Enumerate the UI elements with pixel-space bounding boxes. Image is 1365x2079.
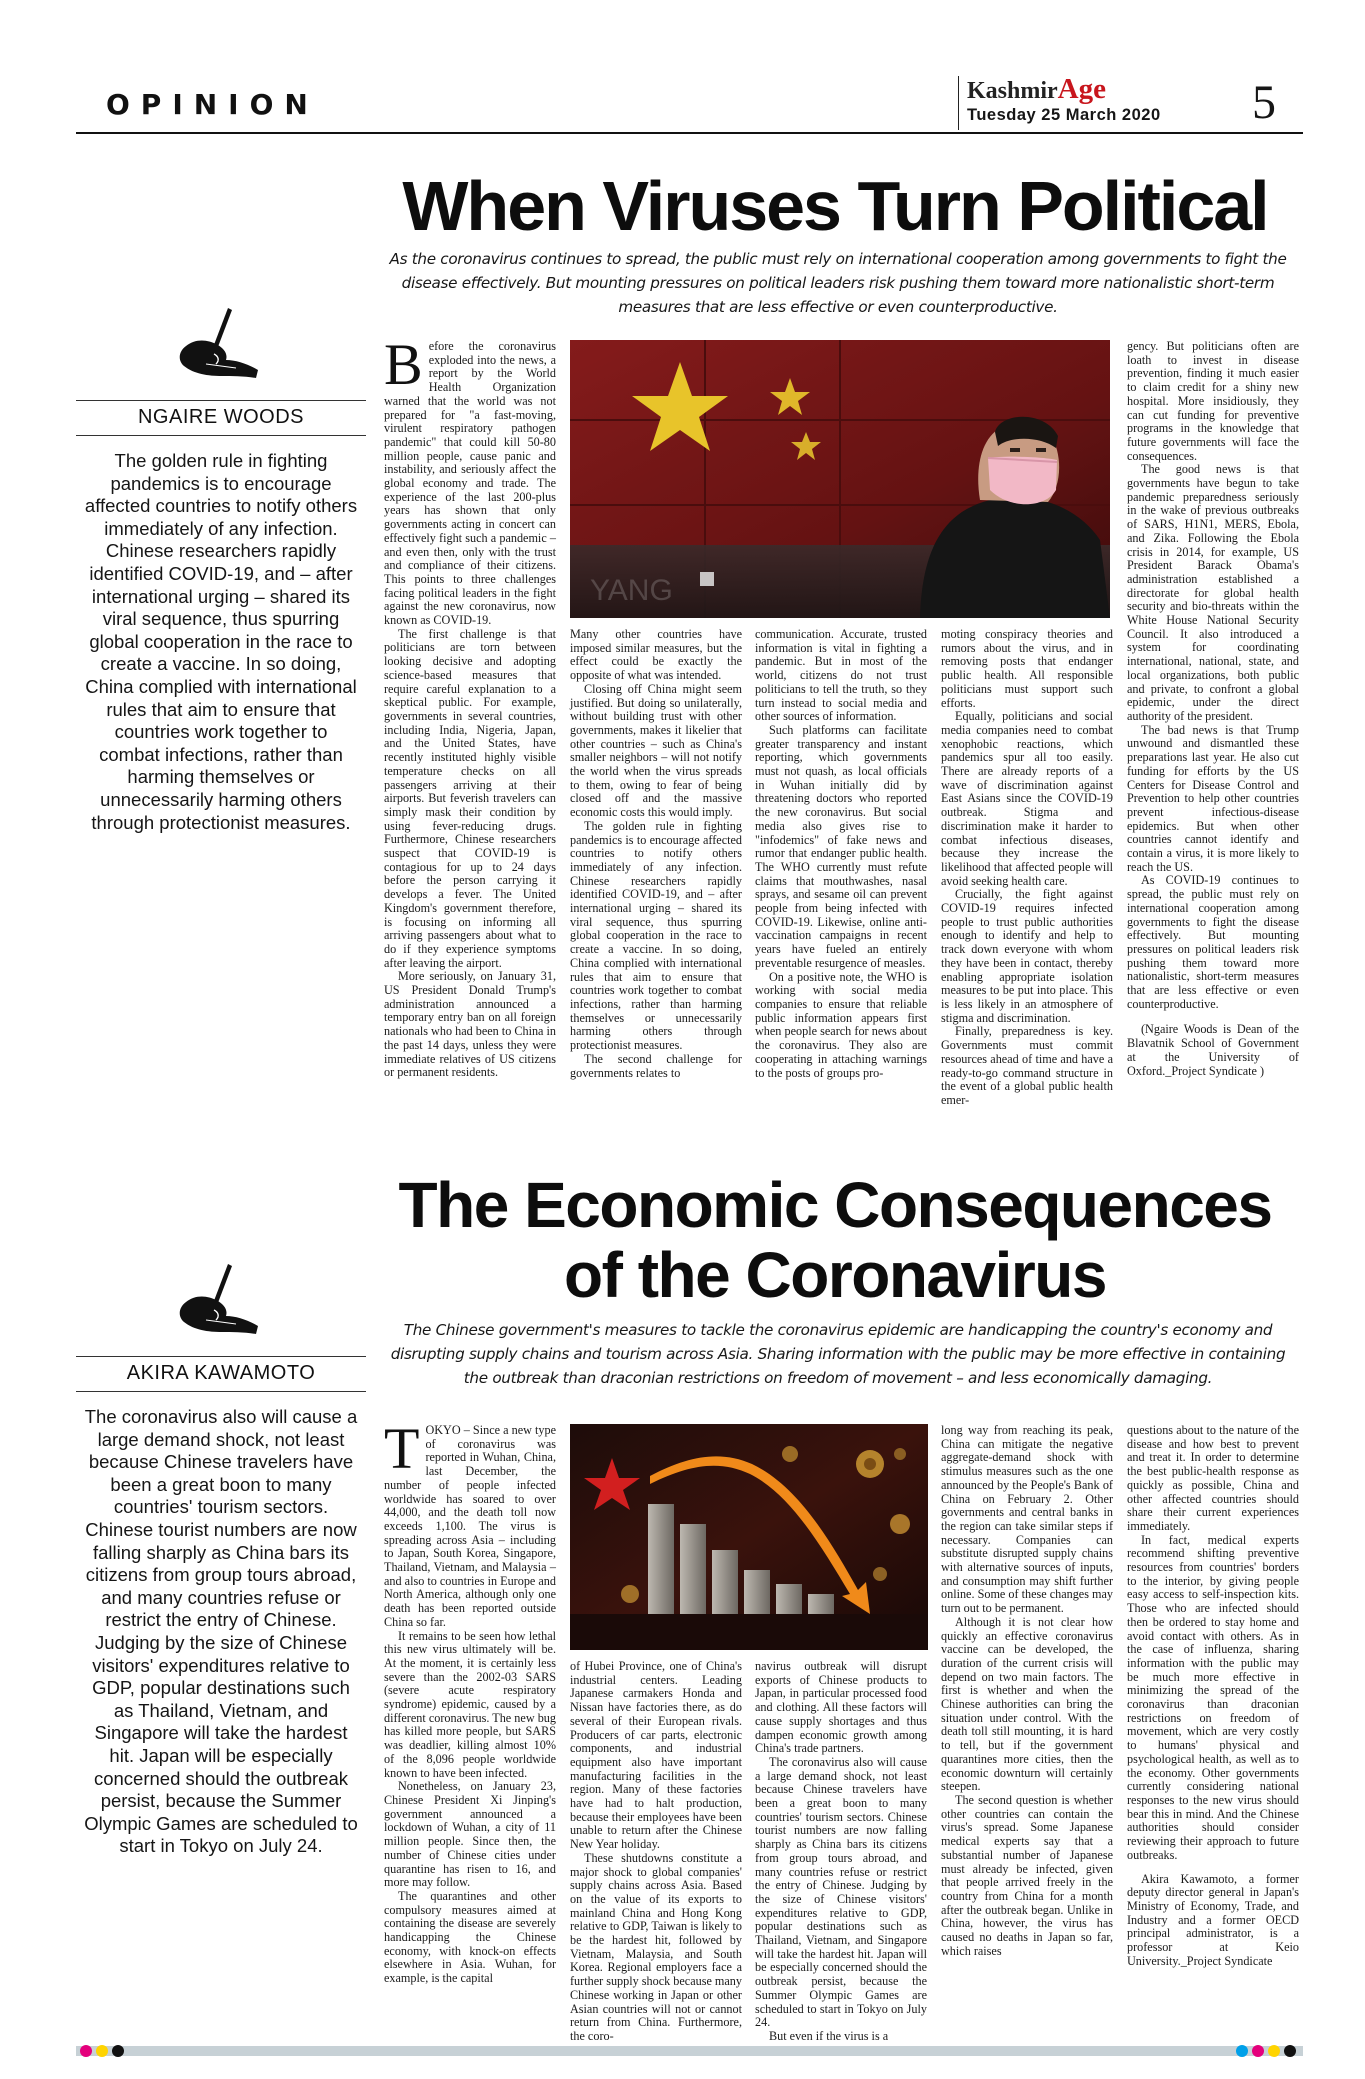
masked-man-flag-photo bbox=[570, 340, 1110, 618]
article2-column-3 bbox=[755, 1659, 927, 2043]
paragraph: Closing off China might seem justified. But doing so unilaterally, without building trust with other governments, makes it likelier that other countries – such as China's smaller neighbors – will not notify the world when the virus spreads to them, owing to fear of being closed off and the massive economic costs this would imply. bbox=[570, 681, 742, 820]
falling-economy-illustration bbox=[570, 1424, 928, 1650]
paragraph: The quarantines and other compulsory measures aimed at containing the disease are severely handicapping the Chinese economy, with knock-on effects elsewhere in Asia. Wuhan, for example, is the capital bbox=[384, 1888, 556, 1986]
paragraph: Many other countries have imposed similar measures, but the effect could be exactly the opposite of what was intended. bbox=[570, 627, 742, 683]
article1-dropcap: B bbox=[384, 332, 423, 397]
paragraph: The second question is whether other countries can contain the virus's spread. Some Japanese medical experts say that a substantial number of Japanese must already be infected, given that people arrived freely in the country from China for a month after the outbreak began. Unlike in China, however, the virus has caused no deaths in Japan so far, which raises bbox=[941, 1792, 1113, 1958]
article2-dropcap: T bbox=[384, 1416, 420, 1481]
article1-column-1 bbox=[384, 332, 556, 1125]
paragraph: But even if the virus is a bbox=[769, 2028, 889, 2043]
paragraph: The second challenge for governments relates to bbox=[570, 1051, 742, 1080]
paragraph: The bad news is that Trump unwound and dismantled these preparations last year. He also cut funding for efforts by the US Centers for Disease Control and Prevention to help other countries prevent infectious-disease epidemics. But when other countries cannot identify and contain a virus, it is more likely to reach the US. bbox=[1127, 722, 1299, 874]
article2-headline-line2: of the Coronavirus bbox=[564, 1239, 1106, 1311]
registration-dot bbox=[80, 2045, 92, 2057]
article2-pull-quote: The coronavirus also will cause a large demand shock, not least because Chinese travelers have been a great boon to many countries' tourism sectors. Chinese tourist numbers are now falling sharply as China bars its citizens from group tours abroad, and many countries refuse or restrict the entry of Chinese. Judging by the size of Chinese visitors' expenditures relative to GDP, popular destinations such as Thailand, Vietnam, and Singapore will take the hardest hit. Japan will be especially concerned should the outbreak persist, because the Summer Olympic Games are scheduled to start in Tokyo on July 24. bbox=[84, 1406, 358, 1857]
paragraph: questions about to the nature of the disease and how best to prevent and treat it. In order to determine the best public-health response as quickly as possible, China and other affected countries should share their current experiences immediately. bbox=[1127, 1423, 1299, 1533]
article1-column-5 bbox=[1127, 340, 1299, 1125]
article2-column-1 bbox=[384, 1416, 556, 2009]
article1-column-4 bbox=[941, 628, 1113, 1125]
paragraph: As COVID-19 continues to spread, the public must rely on international cooperation among governments to fight the disease effectively. But mounting pressures on political leaders risk pushing them toward more nationalistic, short-term measures that are less effective or even counterproductive. bbox=[1127, 873, 1299, 1011]
pen-hand-icon bbox=[166, 1262, 276, 1342]
paragraph: More seriously, on January 31, US President Donald Trump's administration announced a temporary entry ban on all foreign nationals who had been to China in the past 14 days, unless they were immediate relatives of US citizens or permanent residents. bbox=[384, 969, 556, 1080]
article2-illustration bbox=[570, 1424, 928, 1650]
article1-column-2 bbox=[570, 628, 742, 1125]
newspaper-logo bbox=[967, 73, 1161, 105]
article1-photo bbox=[570, 340, 1110, 618]
article2-headline bbox=[395, 1170, 1275, 1310]
paragraph: moting conspiracy theories and rumors about the virus, and in removing posts that endanger public health. All responsible politicians must support such efforts. bbox=[941, 627, 1113, 710]
paragraph: Nonetheless, on January 23, Chinese President Xi Jinping's government announced a lockdown of Wuhan, a city of 11 million people. Since then, the number of Chinese cities under quarantine has risen to 16, and more may follow. bbox=[384, 1779, 556, 1890]
paragraph: communication. Accurate, trusted information is vital in fighting a pandemic. But in most of the world, citizens do not trust politicians to tell the truth, so they turn instead to social media and other sources of information. bbox=[755, 627, 927, 724]
paragraph: These shutdowns constitute a major shock to global companies' supply chains across Asia. Based on the value of its exports to mainland China and Hong Kong relative to GDP, Taiwan is likely to be the hardest hit, followed by Vietnam, Malaysia, and South Korea. Regional employers face a further supply shock because many Chinese working in Japan or other Asian countries will not or cannot return from China. Furthermore, the coro- bbox=[570, 1850, 742, 2043]
header-rule bbox=[76, 132, 1303, 134]
paragraph: It remains to be seen how lethal this new virus ultimately will be. At the moment, it is certainly less severe than the 2002-03 SARS (severe acute respiratory syndrome) epidemic, caused by a different coronavirus. The new bug has killed more people, but SARS was deadlier, killing almost 10% of the 8,096 people worldwide known to have been infected. bbox=[384, 1628, 556, 1780]
author-bio: Akira Kawamoto, a former deputy director general in Japan's Ministry of Economy, Trade, and Industry and a former OECD principal administrator, is a professor at Keio University._Project Syndicate bbox=[1127, 1871, 1299, 1968]
logo-kashmir: Kashmir bbox=[967, 78, 1058, 104]
article1-sidebar bbox=[76, 306, 366, 834]
registration-dot bbox=[112, 2045, 124, 2057]
paragraph: Crucially, the fight against COVID-19 requires infected people to trust public authorities enough to identify and help to track down everyone with whom they have been in contact, thereby enabling appropriate isolation measures to be put into place. This is less likely in an atmosphere of stigma and discrimination. bbox=[941, 887, 1113, 1025]
footer-color-bar bbox=[76, 2046, 1303, 2056]
paragraph: The good news is that governments have begun to take pandemic preparedness seriously in the wake of previous outbreaks of SARS, H1N1, MERS, Ebola, and Zika. Following the Ebola crisis in 2014, for example, US President Barack Obama's administration established a directorate for global health security and bio-threats within the White House National Security Council. It also introduced a system for coordinating international, national, state, and local organizations, both public and private, to confront a global epidemic, under the direct authority of the president. bbox=[1127, 462, 1299, 723]
article2-column-4 bbox=[941, 1424, 1113, 2009]
paragraph: Equally, politicians and social media companies need to combat xenophobic reactions, which pandemics spur all too easily. There are already reports of a wave of discrimination against East Asians since the COVID-19 outbreak. Stigma and discrimination make it harder to combat infectious diseases, because they increase the likelihood that affected people will avoid seeking health care. bbox=[941, 709, 1113, 888]
article2-column-2 bbox=[570, 1659, 742, 2043]
pen-hand-icon bbox=[166, 306, 276, 386]
registration-dot bbox=[1268, 2045, 1280, 2057]
article1-headline: When Viruses Turn Political bbox=[402, 167, 1268, 245]
paragraph: efore the coronavirus exploded into the news, a report by the World Health Organization warned that the world was not prepared for "a fast-moving, virulent respiratory pathogen pandemic" that could kill 50-80 million people, cause panic and instability, and seriously affect the global economy and trade. The experience of the last 200-plus years has shown that only governments acting in concert can effectively fight such a pandemic – and even then, only with the trust and compliance of their citizens. This points to three challenges facing political leaders in the fight against the new coronavirus, now known as COVID-19. bbox=[384, 339, 556, 628]
registration-dot bbox=[1236, 2045, 1248, 2057]
registration-dot bbox=[1252, 2045, 1264, 2057]
article2-standfirst: The Chinese government's measures to tackle the coronavirus epidemic are handicapping the country's economy and disrupting supply chains and tourism across Asia. Sharing information with the public may be more effective in containing the outbreak than draconian restrictions on freedom of movement – and less economically damaging. bbox=[390, 1321, 1286, 1387]
page-number: 5 bbox=[1252, 76, 1276, 129]
article1-author: NGAIRE WOODS bbox=[76, 400, 366, 436]
svg-text:YANG: YANG bbox=[590, 574, 673, 607]
paragraph: The coronavirus also will cause a large demand shock, not least because Chinese travelers have been a great boon to many countries' tourism sectors. Chinese tourist numbers are now falling sharply as China bars its citizens from group tours abroad, and many countries refuse or restrict the entry of Chinese. Judging by the size of Chinese visitors' expenditures relative to GDP, popular destinations such as Thailand, Vietnam, and Singapore will take the hardest hit. Japan will be especially concerned should the outbreak persist, because the Summer Olympic Games are scheduled to start in Tokyo on July 24. bbox=[755, 1754, 927, 2030]
paragraph: In fact, medical experts recommend shifting preventive resources from countries' borders to the interior, by giving people easy access to self-inspection kits. Those who are infected should then be ordered to stay home and avoid contact with others. As in the case of influenza, sharing information with the public may be much more effective in minimizing the spread of the coronavirus than draconian restrictions on freedom of movement, which are very costly to humans' physical and psychological health, as well as to the economy. Other governments currently considering national responses to the new virus should bear this in mind. And the Chinese authorities should consider reviewing their approach to future outbreaks. bbox=[1127, 1532, 1299, 1862]
paragraph: navirus outbreak will disrupt exports of Chinese products to Japan, in particular processed food and clothing. All these factors will cause supply shortages and thus dampen economic growth among China's trade partners. bbox=[755, 1659, 927, 1756]
registration-dot bbox=[96, 2045, 108, 2057]
paragraph: The first challenge is that politicians are torn between looking decisive and adopting science-based measures that require careful explanation to a skeptical public. For example, governments in several countries, including India, Nigeria, Japan, and the United States, have recently instituted highly visible temperature checks on all passengers arriving at their airports. But feverish travelers can simply mask their condition by using fever-reducing drugs. Furthermore, Chinese researchers suspect that COVID-19 is contagious for up to 24 days before the person carrying it develops a fever. The United Kingdom's government therefore, is focusing on informing all arriving passengers about what to do if they experience symptoms after leaving the airport. bbox=[384, 626, 556, 970]
paragraph: On a positive note, the WHO is working with social media companies to ensure that reliable public information appears first when people search for news about the coronavirus. They also are cooperating in attaching warnings to the posts of groups pro- bbox=[755, 969, 927, 1080]
article2-sidebar bbox=[76, 1262, 366, 1858]
paragraph: Such platforms can facilitate greater transparency and instant reporting, which governments must not quash, as local officials in Wuhan initially did by threatening doctors who reported the new coronavirus. But social media also gives rise to "infodemics" of fake news and rumor that endanger public health. The WHO currently must refute claims that mouthwashes, nasal sprays, and sesame oil can prevent people from being infected with COVID-19. Likewise, online anti-vaccination campaigns in recent years have fueled an entirely preventable resurgence of measles. bbox=[755, 722, 927, 970]
masthead bbox=[958, 73, 1161, 130]
article1-standfirst: As the coronavirus continues to spread, the public must rely on international cooperation among governments to fight the disease effectively. But mounting pressures on political leaders risk pushing them toward more nationalistic short-term measures that are less effective or even counterproductive. bbox=[389, 250, 1287, 316]
paragraph: The golden rule in fighting pandemics is to encourage affected countries to notify others immediately of any infection. Chinese researchers rapidly identified COVID-19, and – after international urging – shared its viral sequence, thus spurring global cooperation in the race to create a vaccine. In so doing, China complied with international rules that aim to ensure that countries work together to combat infections, rather than harming themselves or unnecessarily harming others through protectionist measures. bbox=[570, 818, 742, 1053]
article2-author: AKIRA KAWAMOTO bbox=[76, 1356, 366, 1392]
paragraph: gency. But politicians often are loath to invest in disease prevention, finding it much easier to claim credit for a shiny new hospital. More insidiously, they can cut funding for preventive programs in the knowledge that future governments will face the consequences. bbox=[1127, 339, 1299, 463]
registration-dot bbox=[1284, 2045, 1296, 2057]
section-label: OPINION bbox=[106, 88, 319, 121]
paragraph: long way from reaching its peak, China can mitigate the negative aggregate-demand shock with stimulus measures such as the one announced by the People's Bank of China on February 2. Other governments and central banks in the region can take similar steps if necessary. Companies can substitute disrupted supply chains with alternative sources of inputs, and consumption may shift further online. Some of these changes may turn out to be permanent. bbox=[941, 1423, 1113, 1616]
issue-date: Tuesday 25 March 2020 bbox=[967, 106, 1161, 124]
article2-column-5 bbox=[1127, 1424, 1299, 2009]
paragraph: Although it is not clear how quickly an effective coronavirus vaccine can be developed, the duration of the current crisis will depend on two main factors. The first is whether and when the Chinese authorities can bring the situation under control. With the death toll still mounting, it is hard to tell, but if the government quarantines more cities, then the economic downturn will certainly steepen. bbox=[941, 1614, 1113, 1794]
article1-column-3 bbox=[755, 628, 927, 1125]
article1-pull-quote: The golden rule in fighting pandemics is to encourage affected countries to notify others immediately of any infection. Chinese researchers rapidly identified COVID-19, and – after international urging – shared its viral sequence, thus spurring global cooperation in the race to create a vaccine. In so doing, China complied with international rules that aim to ensure that countries work together to combat infections, rather than harming themselves or unnecessarily harming others through protectionist measures. bbox=[84, 450, 358, 833]
paragraph: of Hubei Province, one of China's industrial centers. Leading Japanese carmakers Honda and Nissan have factories there, as do several of their European rivals. Producers of car parts, electronic components, and industrial equipment also have important manufacturing facilities in the region. Many of these factories have had to halt production, because their employees have been unable to return after the Chinese New Year holiday. bbox=[570, 1659, 742, 1852]
article2-headline-line1: The Economic Consequences bbox=[398, 1169, 1272, 1241]
author-bio: (Ngaire Woods is Dean of the Blavatnik School of Government at the University of Oxford._Project Syndicate ) bbox=[1127, 1022, 1299, 1078]
paragraph: OKYO – Since a new type of coronavirus was reported in Wuhan, China, last December, the number of people infected worldwide has soared to over 44,000, and the death toll now exceeds 1,100. The virus is spreading across Asia – including to Japan, South Korea, Singapore, Thailand, Vietnam, and Malaysia – and also to countries in Europe and North America, although only one death has been reported outside China so far. bbox=[384, 1423, 556, 1629]
logo-age: Age bbox=[1057, 73, 1106, 105]
paragraph: Finally, preparedness is key. Governments must commit resources ahead of time and have a ready-to-go command structure in the event of a global public health emer- bbox=[941, 1024, 1113, 1107]
